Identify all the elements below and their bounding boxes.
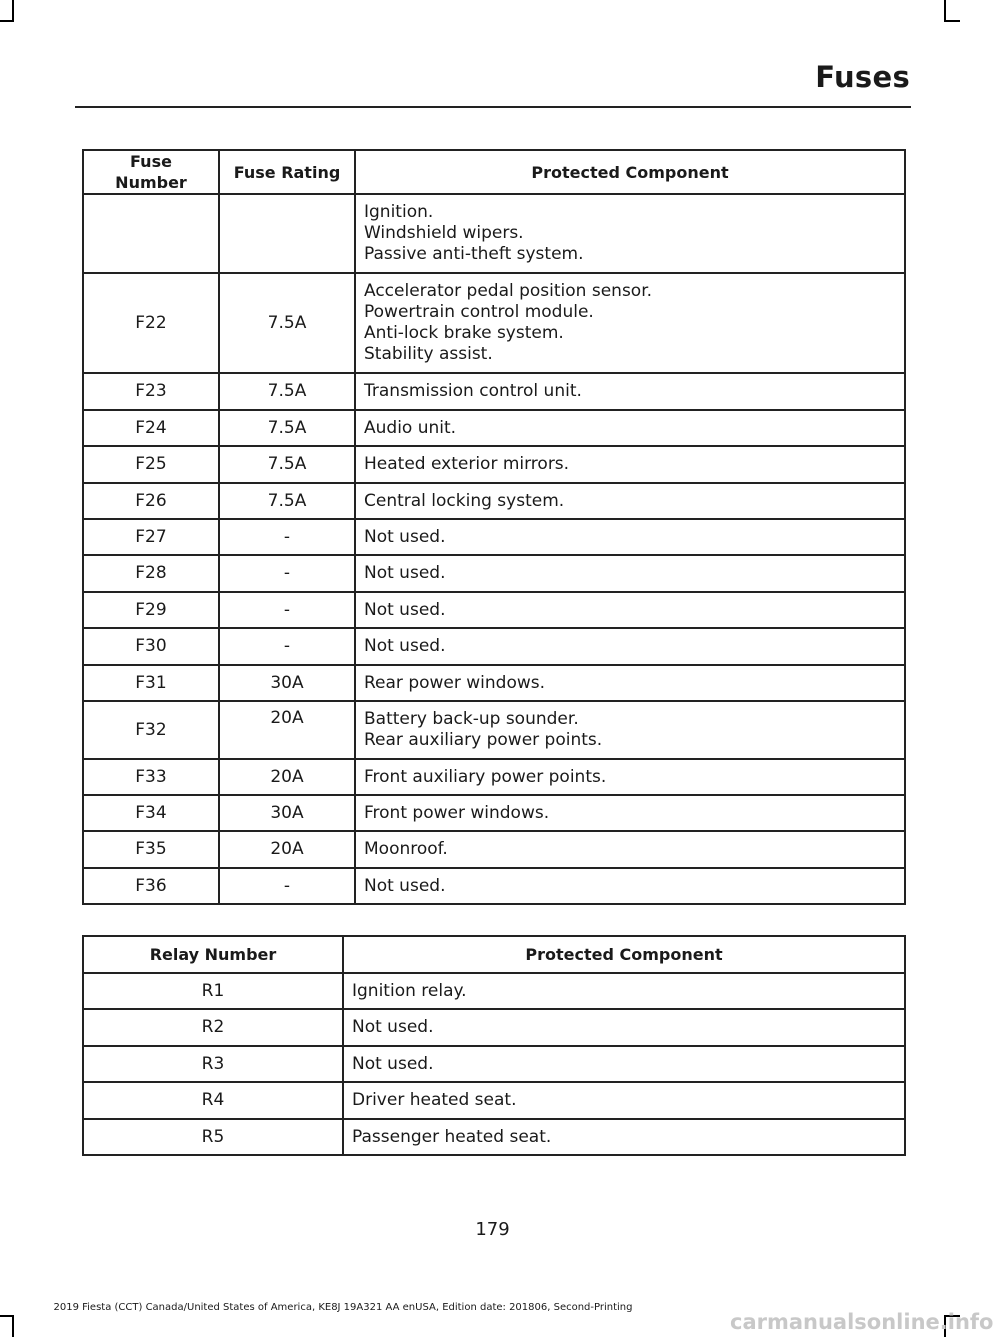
fuse-rating: -: [219, 868, 355, 904]
table-row: [83, 868, 905, 904]
protected-component: [355, 373, 905, 410]
component-line: Stability assist.: [364, 344, 493, 364]
protected-component: [355, 446, 905, 483]
protected-component: Passenger heated seat.: [343, 1119, 905, 1155]
protected-component: [355, 519, 905, 555]
component-line: Audio unit.: [364, 417, 457, 438]
component-line: Front auxiliary power points.: [364, 766, 607, 787]
fuse-number: F30: [83, 628, 219, 665]
table-row: [83, 831, 905, 868]
protected-component: [355, 868, 905, 904]
relay-table-header: [83, 936, 905, 973]
protected-component: [355, 665, 905, 701]
relay-table: [82, 935, 906, 1156]
fuse-rating: 7.5A: [219, 273, 355, 373]
protected-component: Not used.: [343, 1046, 905, 1082]
protected-component: Ignition relay.: [343, 973, 905, 1009]
protected-component: [355, 555, 905, 592]
page-title: Fuses: [815, 60, 910, 94]
component-line: Not used.: [364, 563, 446, 583]
fuse-number: F34: [83, 795, 219, 831]
table-row: [83, 701, 905, 759]
component-line: Front power windows.: [364, 802, 550, 823]
protected-component: [355, 483, 905, 519]
component-line: Passive anti-theft system.: [364, 244, 584, 264]
page-number: 179: [475, 1219, 510, 1240]
crop-mark: [0, 1315, 14, 1317]
protected-component: [355, 410, 905, 446]
protected-component: [355, 795, 905, 831]
relay-number: R3: [83, 1046, 343, 1082]
component-line: Ignition.: [364, 202, 434, 222]
component-line: Rear power windows.: [364, 672, 546, 693]
protected-component: Driver heated seat.: [343, 1082, 905, 1119]
component-line: Rear auxiliary power points.: [364, 730, 603, 750]
fuse-table-header: [83, 150, 905, 194]
fuse-rating: 7.5A: [219, 483, 355, 519]
fuse-table: [82, 149, 906, 905]
fuse-rating: 20A: [219, 759, 355, 795]
relay-number: R2: [83, 1009, 343, 1046]
protected-component: [355, 701, 905, 759]
crop-mark: [12, 0, 14, 22]
fuse-rating: 20A: [219, 831, 355, 868]
watermark: carmanualsonline.info: [730, 1310, 993, 1334]
table-row: [83, 1119, 905, 1155]
fuse-number: F28: [83, 555, 219, 592]
table-row: [83, 555, 905, 592]
protected-component: [355, 628, 905, 665]
table-row: [83, 1009, 905, 1046]
component-line: Not used.: [364, 636, 446, 656]
table-row: [83, 194, 905, 273]
fuse-rating: 30A: [219, 665, 355, 701]
fuse-number: F26: [83, 483, 219, 519]
protected-component: Not used.: [343, 1009, 905, 1046]
fuse-rating: 7.5A: [219, 446, 355, 483]
table-row: [83, 483, 905, 519]
fuse-number: [83, 194, 219, 273]
crop-mark: [12, 1315, 14, 1337]
fuse-number: F31: [83, 665, 219, 701]
protected-component: [355, 194, 905, 273]
fuse-number: F32: [83, 701, 219, 759]
crop-mark: [944, 20, 960, 22]
relay-number: R1: [83, 973, 343, 1009]
header-fuse-number: Fuse Number: [83, 150, 219, 194]
component-line: Not used.: [364, 526, 446, 547]
component-line: Windshield wipers.: [364, 223, 524, 243]
component-line: Powertrain control module.: [364, 302, 594, 322]
table-row: [83, 519, 905, 555]
component-line: Moonroof.: [364, 839, 448, 859]
protected-component: [355, 592, 905, 628]
fuse-rating: 20A: [219, 701, 355, 759]
component-line: Transmission control unit.: [364, 381, 582, 401]
fuse-number: F27: [83, 519, 219, 555]
fuse-number: F36: [83, 868, 219, 904]
table-row: [83, 665, 905, 701]
protected-component: [355, 273, 905, 373]
protected-component: [355, 759, 905, 795]
table-row: [83, 373, 905, 410]
header-protected-component: Protected Component: [355, 150, 905, 194]
header-fuse-rating: Fuse Rating: [219, 150, 355, 194]
fuse-number: F23: [83, 373, 219, 410]
fuse-number: F35: [83, 831, 219, 868]
protected-component: [355, 831, 905, 868]
table-row: [83, 628, 905, 665]
component-line: Not used.: [364, 599, 446, 620]
fuse-rating: -: [219, 628, 355, 665]
header-divider: [75, 106, 911, 108]
relay-number: R5: [83, 1119, 343, 1155]
table-row: [83, 1082, 905, 1119]
crop-mark: [0, 20, 14, 22]
table-row: [83, 410, 905, 446]
relay-number: R4: [83, 1082, 343, 1119]
table-row: [83, 759, 905, 795]
table-row: [83, 973, 905, 1009]
component-line: Not used.: [364, 875, 446, 896]
fuse-rating: 7.5A: [219, 410, 355, 446]
edition-footer: 2019 Fiesta (CCT) Canada/United States of America, KE8J 19A321 AA enUSA, Edition date: 201806, Second-Printing: [53, 1302, 633, 1313]
table-row: [83, 592, 905, 628]
fuse-number: F24: [83, 410, 219, 446]
crop-mark: [944, 0, 946, 22]
table-row: [83, 1046, 905, 1082]
fuse-rating: 7.5A: [219, 373, 355, 410]
header-relay-number: Relay Number: [83, 936, 343, 973]
fuse-number: F33: [83, 759, 219, 795]
table-row: [83, 273, 905, 373]
header-protected-component: Protected Component: [343, 936, 905, 973]
table-row: [83, 795, 905, 831]
component-line: Anti-lock brake system.: [364, 323, 564, 343]
component-line: Battery back-up sounder.: [364, 709, 579, 729]
fuse-number: F22: [83, 273, 219, 373]
component-line: Heated exterior mirrors.: [364, 454, 570, 474]
fuse-number: F25: [83, 446, 219, 483]
fuse-rating: [219, 194, 355, 273]
fuse-rating: -: [219, 592, 355, 628]
fuse-rating: 30A: [219, 795, 355, 831]
fuse-rating: -: [219, 555, 355, 592]
fuse-rating: -: [219, 519, 355, 555]
component-line: Central locking system.: [364, 490, 565, 511]
fuse-number: F29: [83, 592, 219, 628]
component-line: Accelerator pedal position sensor.: [364, 281, 653, 301]
table-row: [83, 446, 905, 483]
